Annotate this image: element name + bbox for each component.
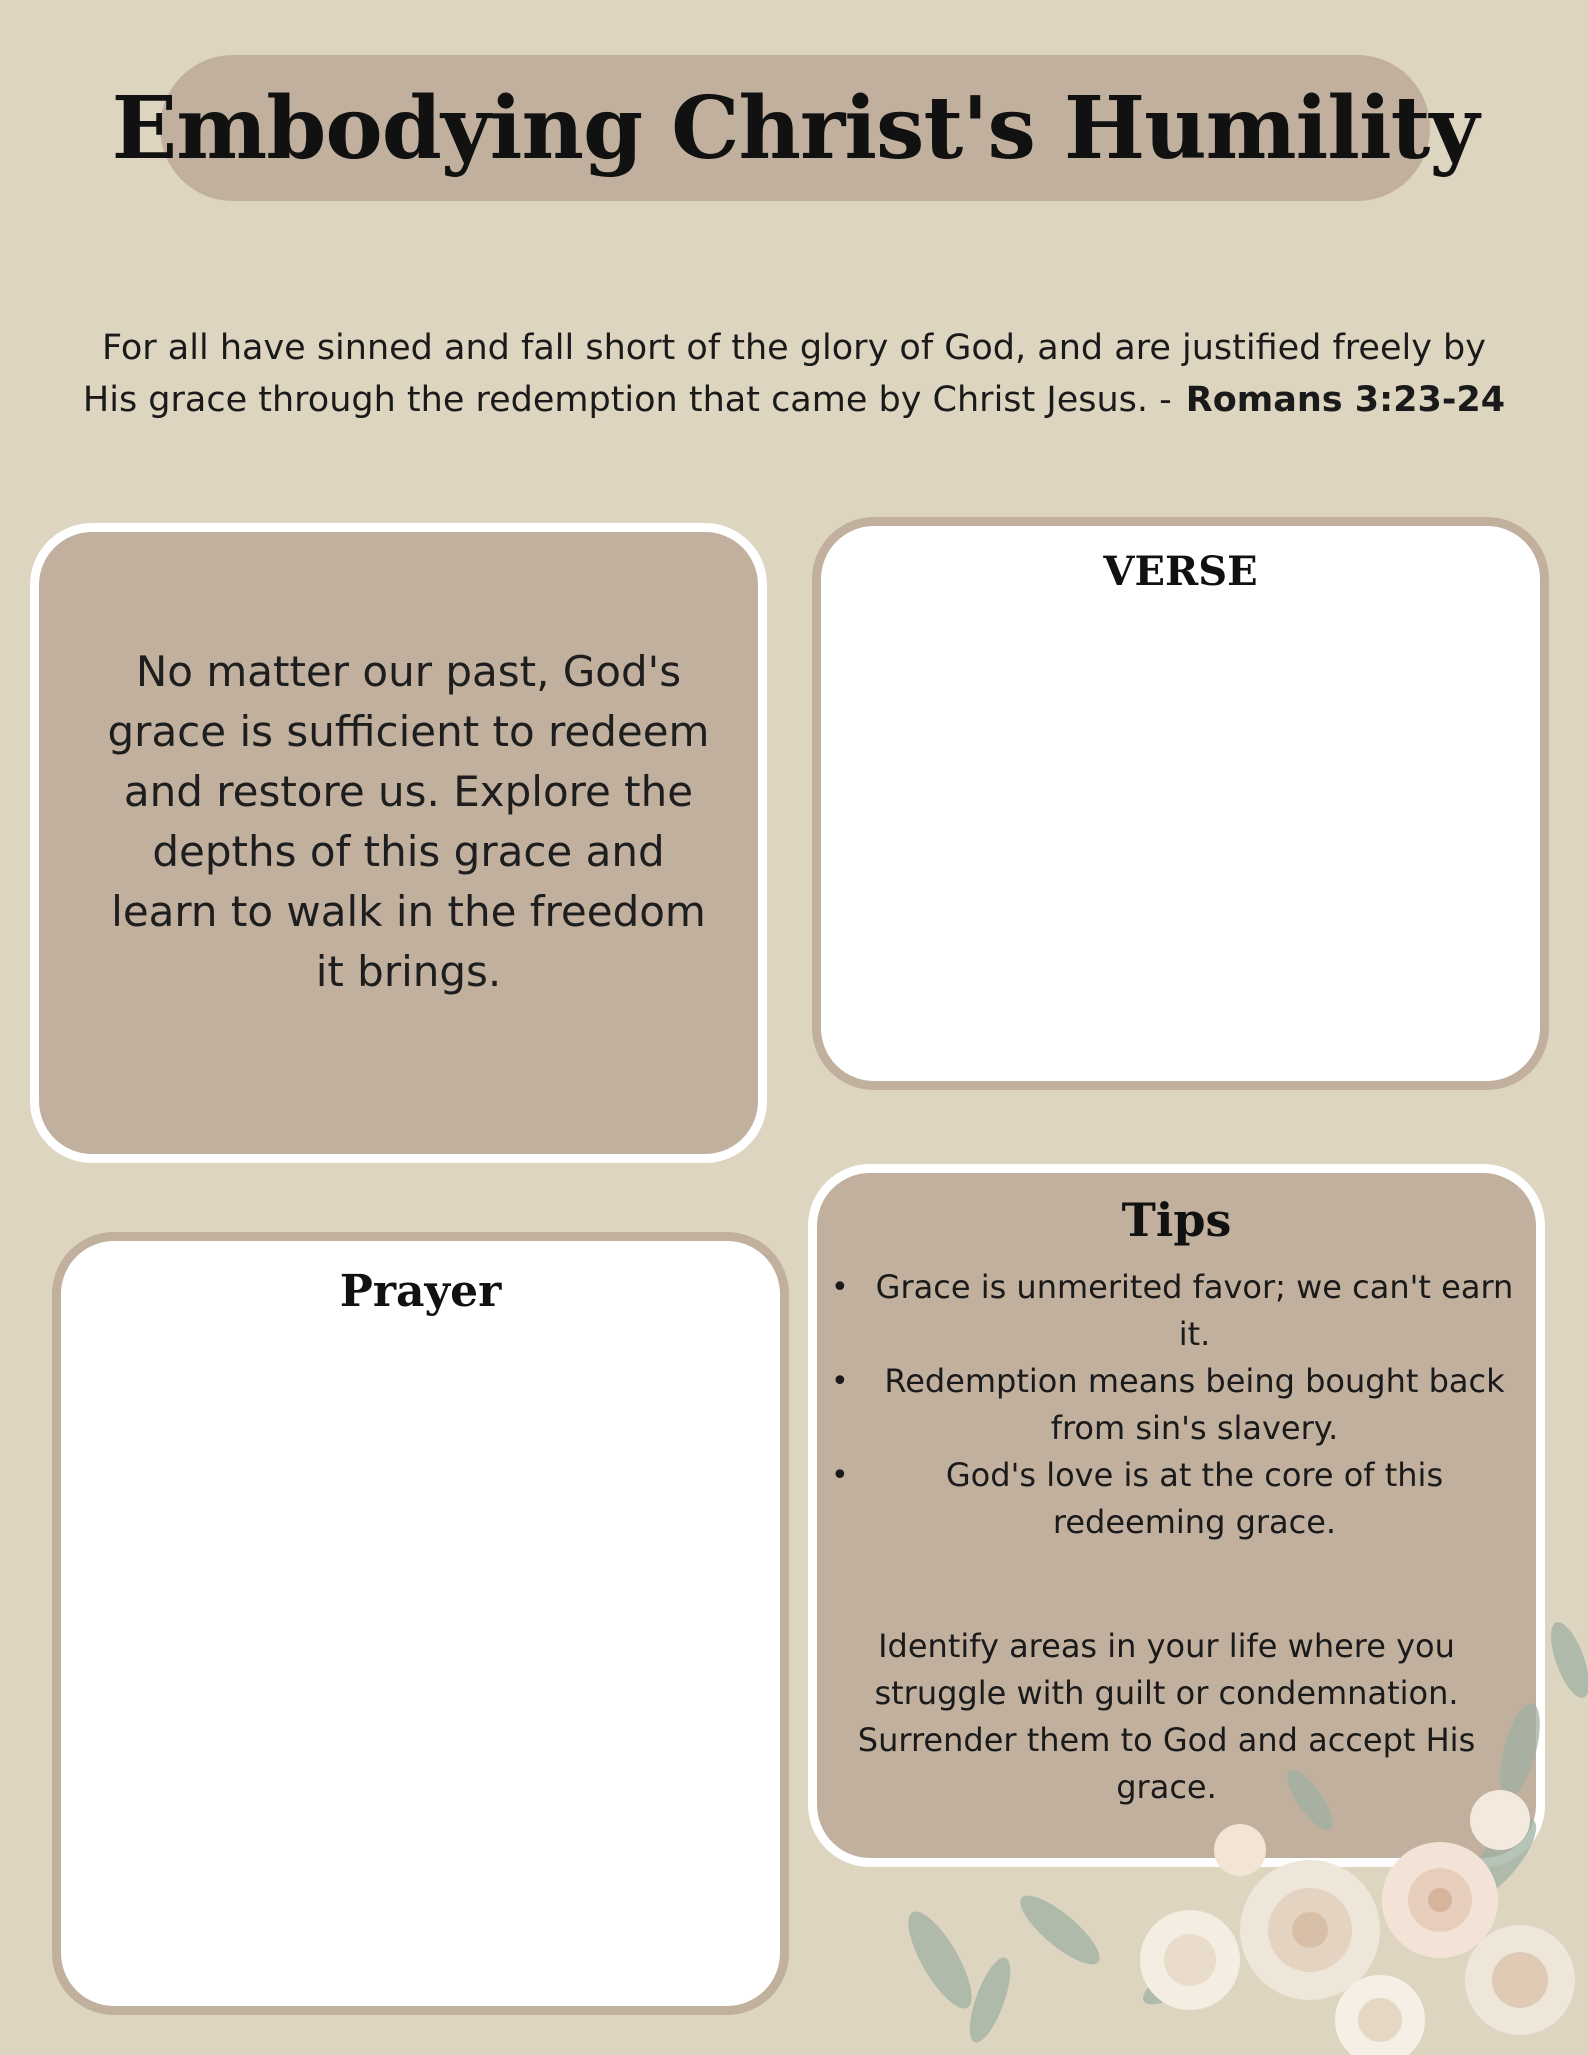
tip-item xyxy=(831,1452,1518,1546)
tip-text: Redemption means being bought back from sin's slavery. xyxy=(884,1362,1505,1447)
tip-text: Grace is unmerited favor; we can't earn it. xyxy=(875,1268,1514,1353)
tips-action-text: Identify areas in your life where you struggle with guilt or condemnation. Surrender them to God and accept His grace. xyxy=(857,1627,1476,1806)
intro-text: No matter our past, God's grace is sufficient to redeem and restore us. Explore the depths of this grace and learn to walk in the freedom it brings. xyxy=(107,647,710,996)
title-banner xyxy=(111,55,1479,201)
prayer-heading: Prayer xyxy=(339,1266,502,1317)
page-title: Embodying Christ's Humility xyxy=(111,77,1479,179)
scripture-line-2-text: His grace through the redemption that came by Christ Jesus. - xyxy=(82,380,1172,420)
tip-item xyxy=(831,1358,1518,1452)
scripture-line-1: For all have sinned and fall short of the glory of God, and are justified freely by xyxy=(101,328,1486,368)
prayer-card xyxy=(52,1232,789,2015)
bullet-icon: • xyxy=(831,1364,849,1399)
tips-heading: Tips xyxy=(1121,1193,1232,1247)
scripture-reference: Romans 3:23-24 xyxy=(1185,380,1506,420)
tips-list xyxy=(831,1264,1518,1546)
bullet-icon: • xyxy=(831,1458,849,1493)
floral-bouquet-icon xyxy=(880,1600,1588,2055)
verse-heading: VERSE xyxy=(1103,548,1258,595)
tip-item xyxy=(831,1264,1518,1358)
bullet-icon: • xyxy=(831,1270,849,1305)
intro-card xyxy=(30,523,767,1163)
tip-text: God's love is at the core of this redeeming grace. xyxy=(945,1456,1444,1541)
scripture-line-2 xyxy=(20,374,1568,426)
scripture-quote xyxy=(20,322,1568,426)
verse-card xyxy=(812,517,1549,1090)
